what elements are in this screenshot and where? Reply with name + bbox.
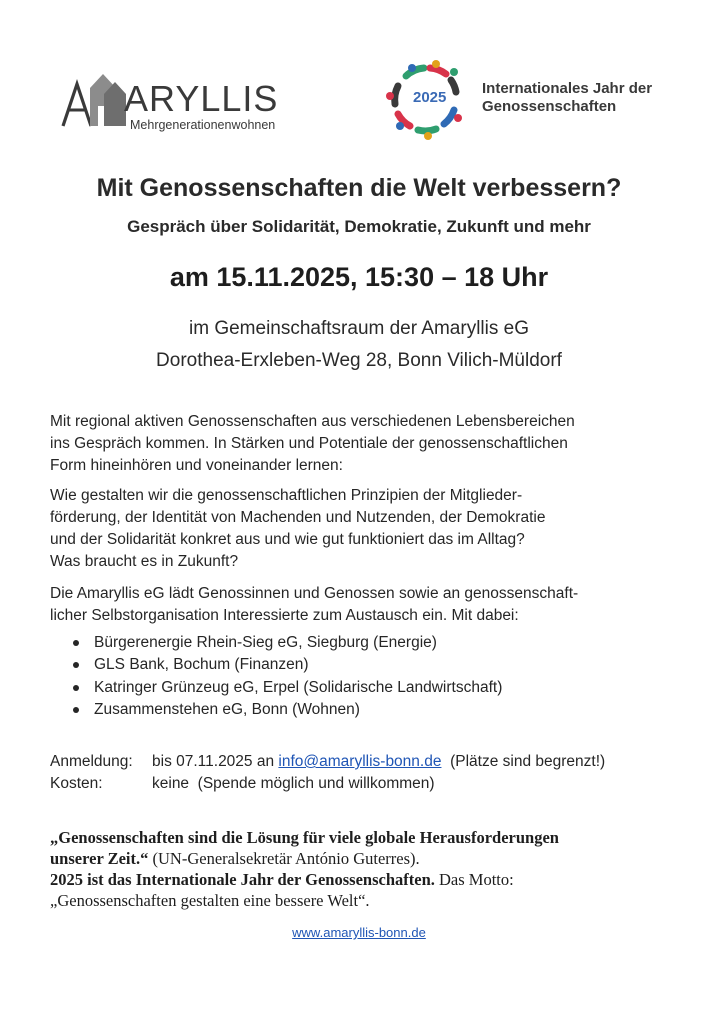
partner-list bbox=[50, 632, 670, 722]
question-paragraph bbox=[50, 485, 680, 573]
iyc-title-line: Internationales Jahr der bbox=[482, 80, 653, 97]
website-link[interactable]: www.amaryllis-bonn.de bbox=[292, 925, 426, 940]
motto-label: Das Motto: bbox=[434, 870, 514, 889]
email-link[interactable]: info@amaryllis-bonn.de bbox=[278, 753, 442, 770]
intro-line: Form hineinhören und voneinander lernen: bbox=[50, 457, 343, 474]
question-line: förderung, der Identität von Machenden und Nutzenden, der Demokratie bbox=[50, 509, 546, 526]
footer bbox=[0, 925, 718, 940]
motto-text: „Genossenschaften gestalten eine bessere Welt“. bbox=[50, 891, 370, 910]
costs-row bbox=[50, 773, 680, 795]
registration-info bbox=[50, 751, 680, 795]
venue-line: im Gemeinschaftsraum der Amaryllis eG bbox=[189, 318, 529, 339]
venue-line: Dorothea-Erxleben-Weg 28, Bonn Vilich-Müldorf bbox=[156, 350, 562, 371]
question-line: Was braucht es in Zukunft? bbox=[50, 553, 239, 570]
invite-paragraph bbox=[50, 583, 680, 627]
amaryllis-subtitle: Mehrgenerationenwohnen bbox=[130, 118, 276, 132]
list-item: Bürgerenergie Rhein-Sieg eG, Siegburg (Energie) bbox=[50, 632, 670, 654]
list-item: Zusammenstehen eG, Bonn (Wohnen) bbox=[50, 699, 670, 721]
intro-line: Mit regional aktiven Genossenschaften aus verschiedenen Lebensbereichen bbox=[50, 413, 575, 430]
event-venue bbox=[0, 313, 718, 377]
event-date: am 15.11.2025, 15:30 – 18 Uhr bbox=[169, 262, 549, 292]
amaryllis-logo bbox=[60, 66, 305, 132]
iyc-statement: 2025 ist das Internationale Jahr der Genossenschaften. bbox=[50, 870, 435, 889]
invite-line: licher Selbstorganisation Interessierte zum Austausch ein. Mit dabei: bbox=[50, 607, 519, 624]
page-subtitle: Gespräch über Solidarität, Demokratie, Zukunft und mehr bbox=[127, 217, 591, 236]
registration-row bbox=[50, 751, 680, 773]
registration-label: Anmeldung: bbox=[50, 753, 133, 770]
registration-deadline: bis 07.11.2025 an bbox=[152, 753, 275, 770]
iyc-title-line: Genossenschaften bbox=[482, 98, 617, 115]
list-item: Katringer Grünzeug eG, Erpel (Solidarische Landwirtschaft) bbox=[50, 677, 670, 699]
iyc-year: 2025 bbox=[413, 89, 447, 106]
page-title: Mit Genossenschaften die Welt verbessern? bbox=[96, 174, 622, 202]
list-item: GLS Bank, Bochum (Finanzen) bbox=[50, 654, 670, 676]
costs-value: keine (Spende möglich und willkommen) bbox=[152, 775, 435, 792]
costs-label: Kosten: bbox=[50, 775, 103, 792]
iyc-title bbox=[482, 80, 662, 116]
intro-paragraph bbox=[50, 411, 680, 477]
amaryllis-wordmark: ARYLLIS bbox=[124, 78, 279, 119]
question-line: Wie gestalten wir die genossenschaftlichen Prinzipien der Mitglieder- bbox=[50, 487, 523, 504]
quote-text: unserer Zeit.“ bbox=[50, 849, 149, 868]
quote-block bbox=[50, 827, 680, 911]
quote-attribution: (UN-Generalsekretär António Guterres). bbox=[148, 849, 420, 868]
intro-line: ins Gespräch kommen. In Stärken und Potentiale der genossenschaftlichen bbox=[50, 435, 568, 452]
question-line: und der Solidarität konkret aus und wie gut funktioniert das im Alltag? bbox=[50, 531, 525, 548]
registration-note: (Plätze sind begrenzt!) bbox=[450, 753, 606, 770]
iyc-2025-logo bbox=[384, 58, 664, 142]
invite-line: Die Amaryllis eG lädt Genossinnen und Genossen sowie an genossenschaft- bbox=[50, 585, 579, 602]
quote-text: „Genossenschaften sind die Lösung für viele globale Herausforderungen bbox=[50, 828, 559, 847]
amaryllis-house-icon bbox=[60, 66, 130, 132]
